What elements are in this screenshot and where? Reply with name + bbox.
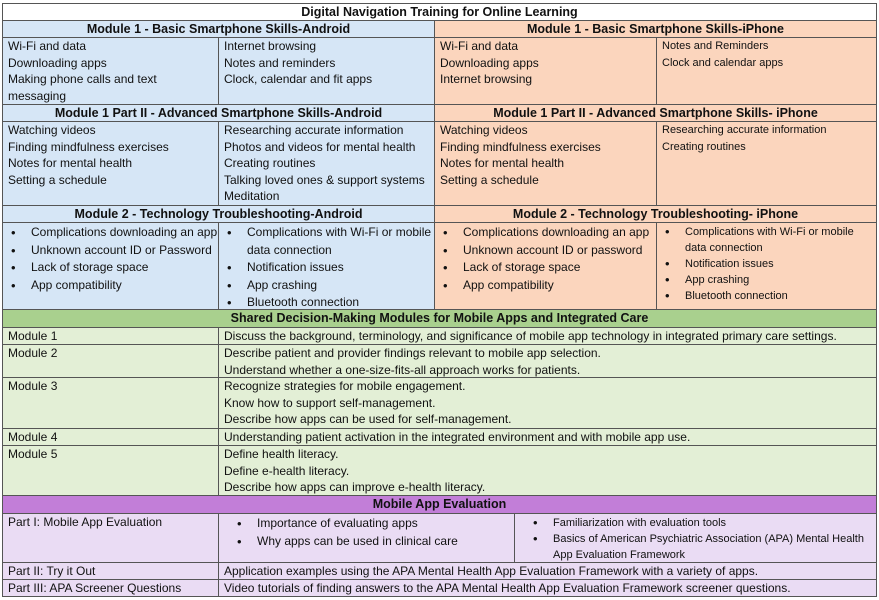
table-row [2, 345, 877, 378]
table-row [2, 378, 877, 429]
bullet-item: • Lack of storage space [435, 259, 656, 277]
row-label-cell [3, 580, 219, 596]
m2-iphone-header: Module 2 - Technology Troubleshooting- iPhone [435, 206, 876, 222]
bullet-item: • Bluetooth connection [219, 294, 434, 309]
list-item: Researching accurate information [662, 124, 827, 136]
row-text: Describe patient and provider findings relevant to mobile app selection. [224, 346, 601, 360]
m1-android-header: Module 1 - Basic Smartphone Skills-Android [3, 21, 435, 37]
bullet-item: • Complications with Wi-Fi or mobile data connection [657, 224, 876, 256]
list-item: Making phone calls and text [8, 72, 157, 86]
mae-header [2, 496, 877, 514]
m1-body-row [2, 38, 877, 105]
list-item: Watching videos [440, 123, 528, 137]
bullet-item: • Notification issues [657, 256, 876, 272]
row-label: Module 4 [8, 430, 58, 444]
row-text: Define e-health literacy. [224, 463, 350, 478]
table-row [2, 446, 877, 496]
part1-col2 [515, 514, 876, 562]
sdm-header-text: Shared Decision-Making Modules for Mobile Apps and Integrated Care [230, 311, 649, 325]
row-label-cell [3, 446, 219, 495]
list-item: Downloading apps [440, 55, 539, 70]
row-content-cell [219, 328, 876, 344]
row-label-cell [3, 429, 219, 445]
part1-col1 [219, 514, 515, 562]
list-item: Photos and videos for mental health [224, 139, 416, 154]
row-label-cell [3, 514, 219, 562]
sdm-header [2, 310, 877, 328]
m1p2-iphone-col1 [435, 122, 657, 205]
table-row [2, 429, 877, 446]
m2-header-row [2, 206, 877, 223]
row-label: Module 2 [8, 346, 58, 360]
list-item: Meditation [224, 189, 280, 203]
m1-iphone-col2 [657, 38, 876, 104]
table-title [2, 3, 877, 21]
row-text: Video tutorials of finding answers to the APA Mental Health App Evaluation Framework screener questions. [224, 581, 791, 595]
row-content-cell [219, 378, 876, 428]
bullet-item: • Unknown account ID or Password [3, 242, 218, 260]
list-item: Creating routines [662, 140, 746, 153]
mae-header-text: Mobile App Evaluation [372, 497, 507, 511]
list-item: Downloading apps [8, 55, 107, 70]
list-item: Creating routines [224, 156, 316, 170]
row-label: Part I: Mobile App Evaluation [8, 515, 163, 529]
table-row [2, 514, 877, 563]
table-title-text: Digital Navigation Training for Online Learning [301, 5, 578, 19]
bullet-item: • Why apps can be used in clinical care [229, 533, 514, 551]
list-item: Internet browsing [224, 39, 317, 53]
m1p2-iphone-col2 [657, 122, 876, 205]
m1-android-col2 [219, 38, 435, 104]
list-item: Watching videos [8, 123, 96, 137]
bullet-item: • Lack of storage space [3, 259, 218, 277]
m1p2-android-col1 [3, 122, 219, 205]
list-item: Finding mindfulness exercises [8, 139, 169, 154]
m1p2-body-row [2, 122, 877, 206]
list-item: messaging [8, 88, 67, 103]
row-label-cell [3, 328, 219, 344]
list-item: Talking loved ones & support systems [224, 172, 425, 187]
m2-iphone-col1 [435, 223, 657, 309]
list-item: Clock and calendar apps [662, 56, 784, 69]
row-label: Module 5 [8, 447, 58, 461]
table-row [2, 328, 877, 345]
table-row [2, 580, 877, 597]
row-label: Module 3 [8, 379, 58, 393]
bullet-item: • App crashing [657, 272, 876, 288]
list-item: Notes and Reminders [662, 40, 769, 52]
list-item: Internet browsing [440, 72, 533, 86]
m1p2-iphone-header: Module 1 Part II - Advanced Smartphone Skills- iPhone [435, 105, 876, 121]
list-item: Finding mindfulness exercises [440, 139, 601, 154]
bullet-item: • App compatibility [3, 277, 218, 295]
row-label-cell [3, 345, 219, 377]
list-item: Researching accurate information [224, 123, 404, 137]
row-label-cell [3, 563, 219, 579]
bullet-item: • Complications downloading an app [3, 224, 218, 242]
bullet-item: • Familiarization with evaluation tools [525, 515, 876, 531]
row-content-cell [219, 563, 876, 579]
row-text: Describe how apps can improve e-health literacy. [224, 480, 486, 494]
list-item: Clock, calendar and fit apps [224, 72, 373, 86]
bullet-item: • Basics of American Psychiatric Association (APA) Mental Health App Evaluation Framework [525, 531, 876, 562]
bullet-item: • Complications with Wi-Fi or mobile data connection [219, 224, 434, 259]
row-label: Part II: Try it Out [8, 564, 96, 578]
list-item: Notes for mental health [440, 156, 565, 170]
m2-body-row [2, 223, 877, 310]
m2-android-col1 [3, 223, 219, 309]
bullet-item: • Unknown account ID or password [435, 242, 656, 260]
row-text: Understand whether a one-size-fits-all approach works for patients. [224, 362, 581, 377]
bullet-item: • Complications downloading an app [435, 224, 656, 242]
m1-iphone-col1 [435, 38, 657, 104]
bullet-item: • App crashing [219, 277, 434, 295]
row-label: Module 1 [8, 329, 58, 343]
row-text: Describe how apps can be used for self-management. [224, 412, 512, 426]
list-item: Setting a schedule [8, 172, 107, 187]
row-label-cell [3, 378, 219, 428]
m1p2-android-header: Module 1 Part II - Advanced Smartphone Skills-Android [3, 105, 435, 121]
row-text: Recognize strategies for mobile engagement. [224, 379, 466, 393]
bullet-item: • Bluetooth connection [657, 288, 876, 304]
bullet-item: • Notification issues [219, 259, 434, 277]
list-item: Notes and reminders [224, 55, 336, 70]
row-content-cell [219, 345, 876, 377]
list-item: Wi-Fi and data [8, 39, 87, 53]
row-content-cell [219, 580, 876, 596]
row-text: Define health literacy. [224, 447, 339, 461]
row-content-cell [219, 429, 876, 445]
m1p2-header-row [2, 105, 877, 122]
list-item: Notes for mental health [8, 156, 133, 170]
list-item: Wi-Fi and data [440, 39, 519, 53]
bullet-item: • Importance of evaluating apps [229, 515, 514, 533]
row-label: Part III: APA Screener Questions [8, 581, 182, 595]
m1-iphone-header: Module 1 - Basic Smartphone Skills-iPhone [435, 21, 876, 37]
m2-android-col2 [219, 223, 435, 309]
m1p2-android-col2 [219, 122, 435, 205]
list-item: Setting a schedule [440, 172, 539, 187]
m1-header-row [2, 21, 877, 38]
row-text: Discuss the background, terminology, and significance of mobile app technology in integrated primary care settings. [224, 329, 837, 343]
row-text: Application examples using the APA Mental Health App Evaluation Framework with a variety of apps. [224, 564, 759, 578]
table-row [2, 563, 877, 580]
m2-iphone-col2 [657, 223, 876, 309]
bullet-item: • App compatibility [435, 277, 656, 295]
row-text: Know how to support self-management. [224, 395, 436, 410]
m2-android-header: Module 2 - Technology Troubleshooting-Android [3, 206, 435, 222]
row-text: Understanding patient activation in the integrated environment and with mobile app use. [224, 430, 691, 444]
m1-android-col1 [3, 38, 219, 104]
row-content-cell [219, 446, 876, 495]
